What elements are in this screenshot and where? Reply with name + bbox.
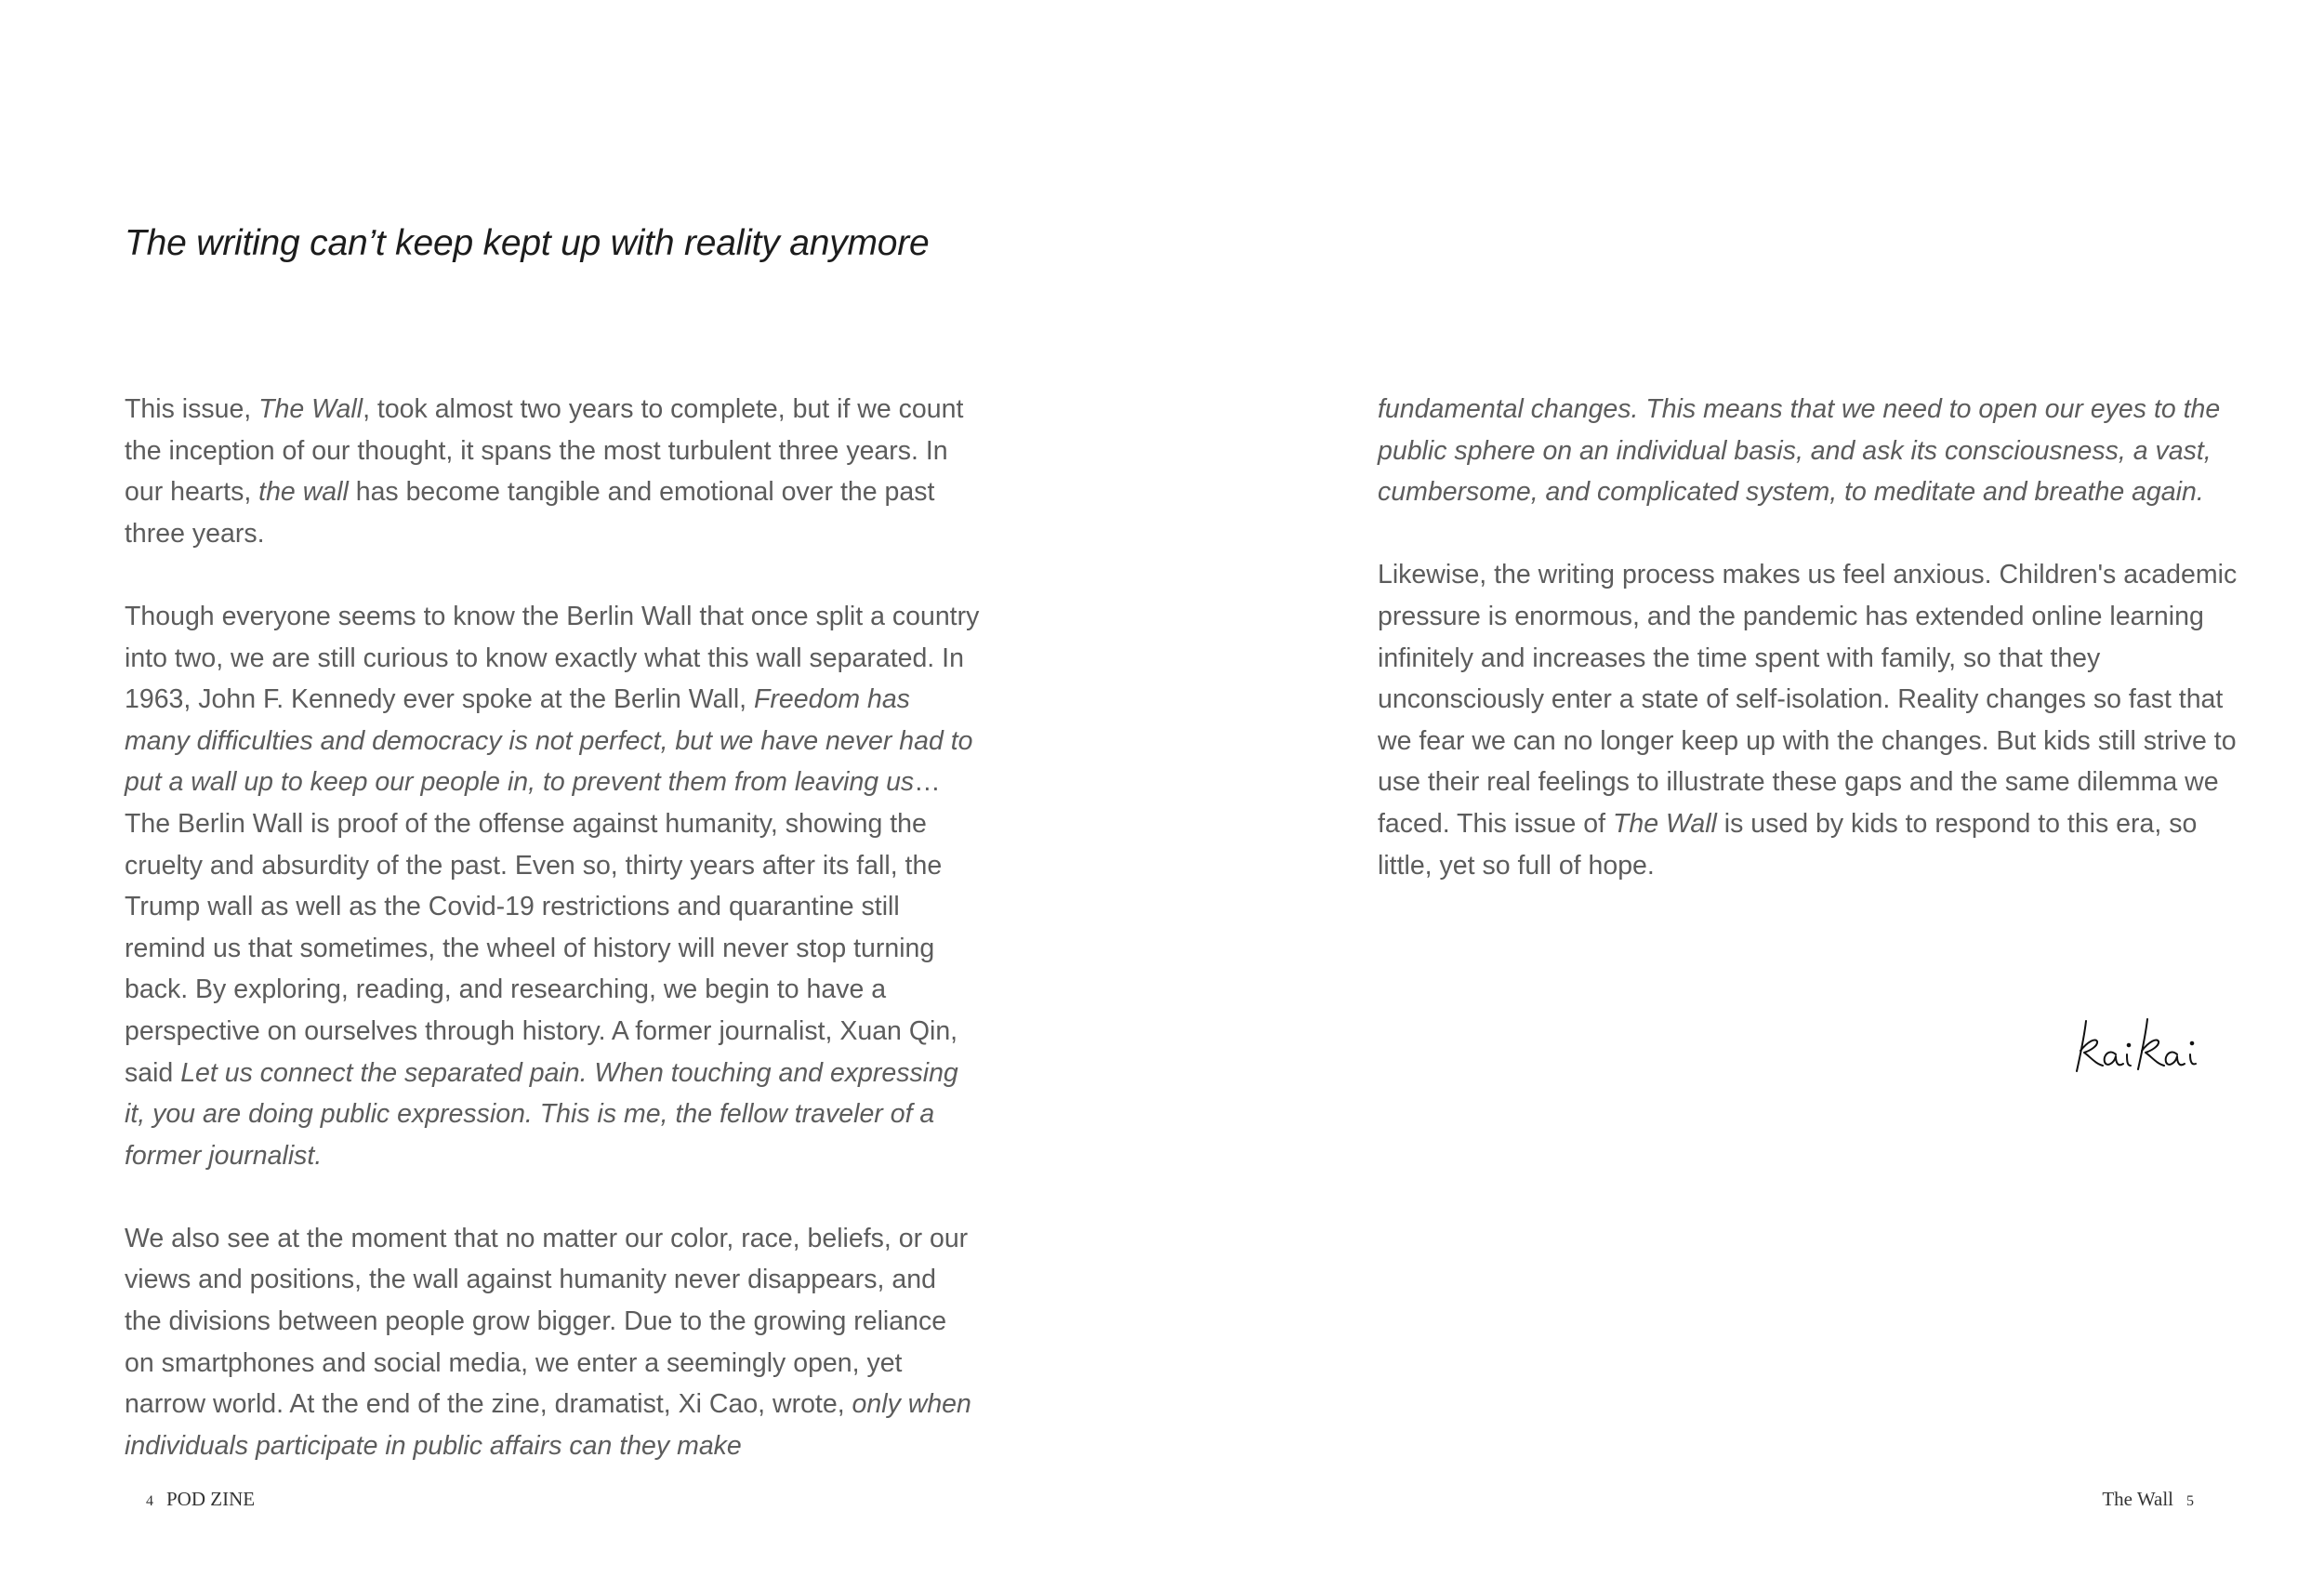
kennedy-quote: Freedom has many difficulties and democracy is not perfect, but we have never had to put a wall up to keep our people in, to prevent them from leaving us bbox=[125, 684, 973, 798]
paragraph-3 bbox=[125, 1218, 980, 1467]
page-title: The writing can’t keep kept up with reality anymore bbox=[125, 223, 930, 263]
text-run: has become tangible and emotional over the past three years. bbox=[125, 477, 935, 549]
paragraph-1 bbox=[125, 389, 980, 554]
text-run: We also see at the moment that no matter our color, race, beliefs, or our views and positions, the wall against humanity never disappears, and the divisions between people grow bigger. Due to the growing reliance on smartphones and social media, we enter a seemingly open, yet narrow world. At the end of the zine, dramatist, Xi Cao, wrote, bbox=[125, 1223, 969, 1420]
signature-kaikai bbox=[2073, 1014, 2212, 1079]
footer-left bbox=[133, 1488, 255, 1511]
publication-name: POD ZINE bbox=[166, 1488, 256, 1510]
text-run: Though everyone seems to know the Berlin Wall that once split a country into two, we are still curious to know exactly what this wall separated. In 1963, John F. Kennedy ever spoke at the Berlin Wall, bbox=[125, 601, 980, 715]
qin-quote: Let us connect the separated pain. When touching and expressing it, you are doing public expression. This is me, the fellow traveler of a former journalist. bbox=[125, 1057, 958, 1171]
cao-quote-continued: fundamental changes. This means that we need to open our eyes to the public sphere on an individual basis, and ask its consciousness, a vast, cumbersome, and complicated system, to meditate and breathe again. bbox=[1378, 394, 2221, 508]
footer-right bbox=[2102, 1488, 2207, 1511]
text-run: Likewise, the writing process makes us feel anxious. Children's academic pressure is enormous, and the pandemic has extended online learning infinitely and increases the time spent with family, so that they unconsciously enter a state of self-isolation. Reality changes so fast that we fear we can no longer keep up with the changes. But kids still strive to use their real feelings to illustrate these gaps and the same dilemma we faced. This issue of bbox=[1378, 560, 2238, 839]
text-run: This issue, bbox=[125, 394, 259, 424]
text-run: , took almost two years to complete, but if we count the inception of our thought, it spans the most turbulent three years. In our hearts, bbox=[125, 394, 964, 508]
paragraph-5 bbox=[1378, 554, 2242, 886]
italic-title: The Wall bbox=[258, 394, 363, 424]
text-run: is used by kids to respond to this era, so little, yet so full of hope. bbox=[1378, 808, 2198, 881]
italic-phrase: the wall bbox=[258, 477, 349, 508]
page-number-right: 5 bbox=[2186, 1493, 2194, 1509]
issue-title: The Wall bbox=[2102, 1488, 2173, 1510]
italic-title: The Wall bbox=[1612, 808, 1717, 839]
cao-quote: only when individuals participate in public affairs can they make bbox=[125, 1389, 971, 1461]
left-column bbox=[125, 389, 980, 1508]
right-column bbox=[1378, 389, 2242, 928]
text-run: …The Berlin Wall is proof of the offense against humanity, showing the cruelty and absurdity of the past. Even so, thirty years after its fall, the Trump wall as well as the Covid-19 restrictions and quarantine still remind us that sometimes, the wheel of history will never stop turning back. By exploring, reading, and researching, we begin to have a perspective on ourselves through history. A former journalist, Xuan Qin, said bbox=[125, 767, 958, 1088]
page-number-left: 4 bbox=[146, 1493, 153, 1509]
paragraph-4 bbox=[1378, 389, 2242, 513]
paragraph-2 bbox=[125, 596, 980, 1176]
